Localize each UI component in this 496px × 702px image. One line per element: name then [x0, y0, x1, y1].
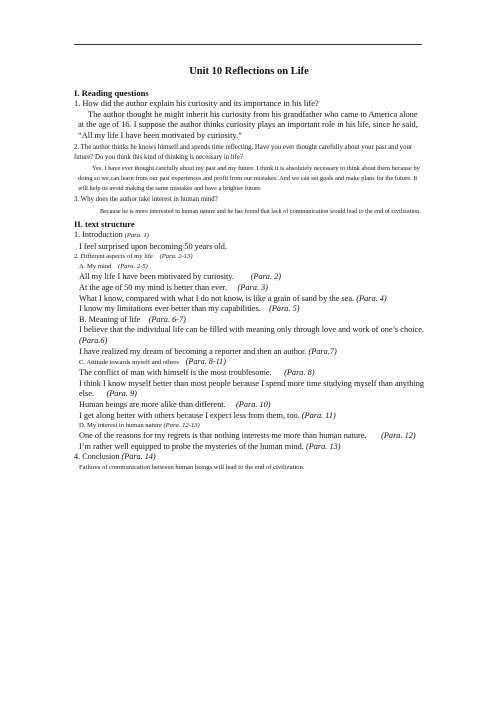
- structure-line: I think I know myself better than most people because I spend more time studying myself than anything else. (Para. 9): [79, 378, 424, 399]
- structure-line: I believe that the individual life can be filled with meaning only through love and work of one’s choice. (Para.6): [79, 325, 424, 346]
- item-label: 2. Different aspects of my life: [74, 253, 153, 261]
- structure-line: What I know, compared with what I do not know, is like a grain of sand by the sea. (Para. 4): [79, 293, 387, 303]
- sub-label: A. My mind: [79, 263, 112, 271]
- item-label: 1. Introduction: [74, 230, 123, 240]
- answer-1: The author thought he might inherit his curiosity from his grandfather who came to America alone at the age of 16. I suppose the author thinks curiosity plays an important role in his life, since he said, “All my life I have been motivated by curiosity.”: [78, 109, 418, 140]
- subsection-heading-b: [74, 315, 424, 326]
- structure-line: One of the reasons for my regrets is that nothing interests me more than human nature. (Para. 12): [79, 431, 416, 441]
- para-ref: (Para. 2-13): [159, 253, 193, 261]
- answer-3: Because he is more interested in human nature and he has found that lack of communication would lead to the end of civilization.: [100, 207, 421, 215]
- item-label: 4. Conclusion: [74, 452, 120, 462]
- para-ref: (Para. 14): [121, 452, 156, 462]
- question-3: 3. Why does the author take interest in human mind?: [74, 196, 218, 204]
- para-ref: (Para. 6-7): [148, 314, 186, 324]
- structure-item-introduction: [74, 230, 424, 242]
- document-body: [74, 66, 424, 473]
- structure-line: I get along better with others because I expect less from them, too. (Para. 11): [79, 410, 336, 420]
- structure-line: Failures of communication between human beings will lead to the end of civilization.: [79, 464, 305, 472]
- para-ref: (Para. 2-5): [118, 263, 148, 271]
- structure-line: All my life I have been motivated by curiosity. (Para. 2): [79, 272, 282, 282]
- subsection-heading-a: [74, 262, 424, 272]
- structure-line: I feel surprised upon becoming 50 years old.: [79, 241, 227, 251]
- structure-item-conclusion: [74, 452, 424, 463]
- structure-item-aspects: [74, 252, 424, 262]
- subsection-heading-d: [74, 421, 424, 431]
- question-1: 1. How did the author explain his curiosity and its importance in his life?: [74, 99, 319, 108]
- subsection-heading-c: [74, 357, 424, 368]
- para-ref: (Para. 8-11): [185, 357, 226, 367]
- structure-line: Human beings are more alike than different. (Para. 10): [79, 400, 271, 410]
- structure-line: I know my limitations ever better than my capabilities. (Para. 5): [79, 304, 300, 314]
- structure-line: The conflict of man with himself is the most troublesome. (Para. 8): [79, 368, 315, 378]
- page-title: Unit 10 Reflections on Life: [189, 66, 309, 77]
- sub-label: D. My interest in human nature: [79, 422, 162, 430]
- section-heading-structure: II. text structure: [74, 219, 135, 230]
- para-ref: (Para. 1): [124, 232, 149, 240]
- structure-line: I’m rather well equipped to probe the mysteries of the human mind. (Para. 13): [79, 441, 341, 451]
- sub-label: B. Meaning of life: [79, 314, 141, 324]
- structure-line: At the age of 50 my mind is better than ever. (Para. 3): [79, 283, 268, 293]
- header-rule: [74, 44, 422, 45]
- question-2: 2. The author thinks he knows himself and spends time reflecting. Have you ever thought carefully about your past and your future? Do you think this kind of thinking is necessary in life?: [74, 144, 413, 161]
- answer-2: Yes, I have ever thought carefully about my past and my future. I think it is absolutely necessary to think about them because by doing so we can learn from our past experiences and profit from our mistakes. And we can set goals and make plans for the future. It will help us avoid making the same mistakes and have a brighter future.: [78, 165, 420, 192]
- para-ref: (Para. 12-13): [163, 422, 200, 430]
- structure-line: I have realized my dream of becoming a reporter and then an author. (Para.7): [79, 346, 337, 356]
- section-heading-reading: I. Reading questions: [74, 88, 149, 98]
- sub-label: C. Attitude towards myself and others: [79, 359, 179, 367]
